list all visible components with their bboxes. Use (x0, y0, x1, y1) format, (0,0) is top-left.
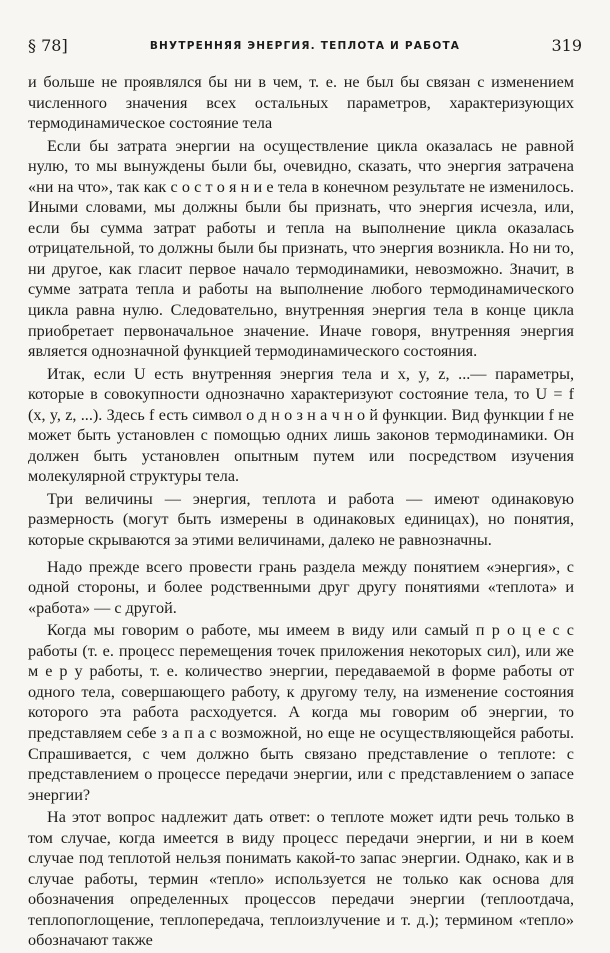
paragraph-continuation: и больше не проявлялся бы ни в чем, т. е. не был бы связан с изменением численного значения всех остальных параметров, характеризующих термодинамическое состояние тела (28, 73, 574, 133)
paragraph-internal-energy-function: Итак, если U есть внутренняя энергия тела и x, y, z, ...— параметры, которые в совокупности однозначно характеризуют состояние тела, то U = f (x, y, z, ...). Здесь f есть символ о д н о з н а ч н о й функции. Вид функции f не может быть установлен с помощью одних лишь законов термодинамики. Он должен быть установлен опытным путем или посредством изучения молекулярной структуры тела. (28, 364, 574, 486)
paragraph-work-process: Когда мы говорим о работе, мы имеем в виду или самый п р о ц е с с работы (т. е. процесс перемещения точек приложения некоторых сил), или же м е р у работы, т. е. количество энергии, передаваемой в форме работы от одного тела, совершающего работу, к другому телу, на изменение состояния которого эта работа расходуется. А когда мы говорим об энергии, то представляем себе з а п а с возможной, но еще не осуществляющейся работы. Спрашивается, с чем должно быть связано представление о теплоте: с представлением о процессе передачи энергии, или с представлением о запасе энергии? (28, 621, 574, 804)
running-head (28, 34, 582, 58)
page-number: 319 (551, 36, 582, 55)
body-text (28, 72, 574, 953)
section-number: § 78] (28, 36, 68, 55)
chapter-title: ВНУТРЕННЯЯ ЭНЕРГИЯ. ТЕПЛОТА И РАБОТА (149, 40, 461, 52)
paragraph-heat-answer: На этот вопрос надлежит дать ответ: о теплоте может идти речь только в том случае, когда имеется в виду процесс передачи энергии, и ни в коем случае под теплотой нельзя понимать какой-то запас энергии. Однако, как и в случае работы, термин «тепло» используется не только как основа для обозначения определенных процессов передачи энергии (теплоотдача, теплопоглощение, теплопередача, теплоизлучение и т. д.); термином «тепло» обозначают также (28, 808, 574, 950)
paragraph-energy-vs-heat-work: Надо прежде всего провести грань раздела между понятием «энергия», с одной стороны, и более родственными друг другу понятиями «теплота» и «работа» — с другой. (28, 557, 574, 617)
paragraph-three-quantities: Три величины — энергия, теплота и работа — имеют одинаковую размерность (могут быть измерены в одинаковых единицах), но понятия, которые скрываются за этими величинами, далеко не равнозначны. (28, 489, 574, 550)
paragraph-cycle-energy: Если бы затрата энергии на осуществление цикла оказалась не равной нулю, то мы вынуждены были бы, очевидно, сказать, что энергия затрачена «ни на что», так как с о с т о я н и е тела в конечном результате не изменилось. Иными словами, мы должны были бы признать, что энергия исчезла, или, если бы сумма затрат работы и тепла на выполнение цикла оказалась отрицательной, то должны были бы признать, что энергия возникла. Но ни то, ни другое, как гласит первое начало термодинамики, невозможно. Значит, в сумме затрата тепла и работы на выполнение любого термодинамического цикла равна нулю. Следовательно, внутренняя энергия тела в конце цикла приобретает первоначальное значение. Иначе говоря, внутренняя энергия является однозначной функцией термодинамического состояния. (28, 136, 574, 361)
